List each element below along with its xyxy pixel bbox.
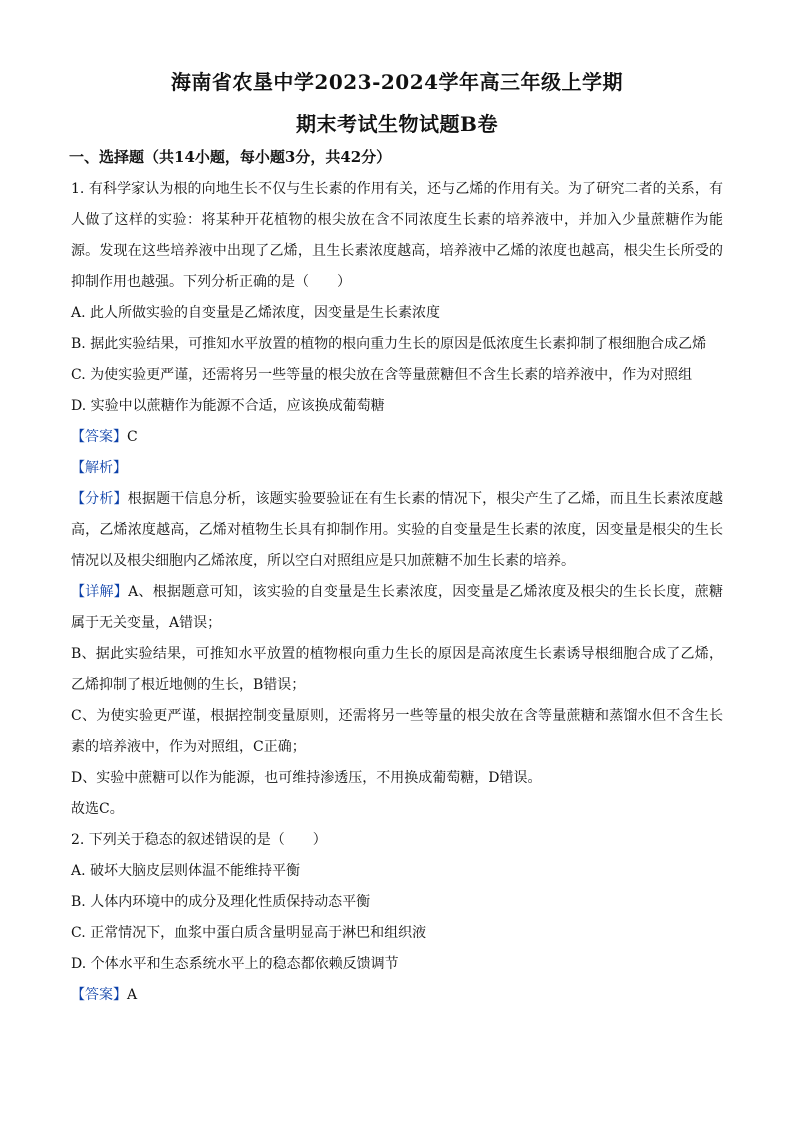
question-1-conclusion: 故选C。: [71, 801, 124, 817]
question-2-option-b: B. 人体内环境中的成分及理化性质保持动态平衡: [71, 894, 371, 910]
question-2-option-a: A. 破坏大脑皮层则体温不能维持平衡: [71, 863, 301, 879]
question-1-option-b: B. 据此实验结果，可推知水平放置的植物的根向重力生长的原因是低浓度生长素抑制了根细胞合成乙烯: [71, 336, 707, 352]
question-1-analysis: [71, 453, 723, 484]
question-1-option-c: C. 为使实验更严谨，还需将另一些等量的根尖放在含等量蔗糖但不含生长素的培养液中，作为对照组: [71, 367, 693, 383]
question-1-detail-c: C、为使实验更严谨，根据控制变量原则，还需将另一些等量的根尖放在含等量蔗糖和蒸馏水但不含生长素的培养液中，作为对照组，C正确；: [71, 708, 723, 755]
question-1-answer: [71, 422, 723, 453]
section-header: 一、选择题（共14小题，每小题3分，共42分）: [69, 148, 392, 166]
fenxi-label: 【分析】: [71, 491, 128, 507]
question-1: [71, 174, 723, 825]
question-1-option-a: A. 此人所做实验的自变量是乙烯浓度，因变量是生长素浓度: [71, 305, 441, 321]
fenxi-text: 根据题干信息分析，该题实验要验证在有生长素的情况下，根尖产生了乙烯，而且生长素浓度越高，乙烯浓度越高，乙烯对植物生长具有抑制作用。实验的自变量是生长素的浓度，因变量是根尖的生长情况以及根尖细胞内乙烯浓度，所以空白对照组应是只加蔗糖不加生长素的培养。: [71, 491, 724, 569]
question-2-answer: [71, 980, 723, 1011]
question-1-fenxi: [71, 484, 723, 577]
answer-value: A: [127, 987, 138, 1003]
xiangjie-label: 【详解】: [71, 584, 129, 600]
question-2-stem: 2. 下列关于稳态的叙述错误的是（ ）: [71, 832, 327, 848]
exam-title-line1: 海南省农垦中学2023-2024学年高三年级上学期: [170, 70, 624, 94]
answer-label: 【答案】: [71, 429, 127, 445]
analysis-label: 【解析】: [71, 460, 127, 476]
question-2-option-d: D. 个体水平和生态系统水平上的稳态都依赖反馈调节: [71, 956, 399, 972]
exam-title-line2: 期末考试生物试题B卷: [296, 112, 498, 136]
question-1-stem: 1. 有科学家认为根的向地生长不仅与生长素的作用有关，还与乙烯的作用有关。为了研究二者的关系，有人做了这样的实验：将某种开花植物的根尖放在含不同浓度生长素的培养液中，并加入少量蔗糖作为能源。发现在这些培养液中出现了乙烯，且生长素浓度越高，培养液中乙烯的浓度也越高，根尖生长所受的抑制作用也越强。下列分析正确的是（ ）: [71, 181, 723, 290]
xiangjie-text: A、根据题意可知，该实验的自变量是生长素浓度，因变量是乙烯浓度及根尖的生长长度，蔗糖属于无关变量，A错误；: [71, 584, 724, 631]
answer-label: 【答案】: [71, 987, 127, 1003]
question-1-detail-b: B、据此实验结果，可推知水平放置的植物根向重力生长的原因是高浓度生长素诱导根细胞合成了乙烯，乙烯抑制了根近地侧的生长，B错误；: [71, 646, 723, 693]
answer-value: C: [127, 429, 138, 445]
question-2: [71, 825, 723, 1011]
question-1-detail-d: D、实验中蔗糖可以作为能源，也可维持渗透压，不用换成葡萄糖，D错误。: [71, 770, 542, 786]
question-1-option-d: D. 实验中以蔗糖作为能源不合适，应该换成葡萄糖: [71, 398, 385, 414]
question-1-xiangjie: [71, 577, 723, 639]
question-2-option-c: C. 正常情况下，血浆中蛋白质含量明显高于淋巴和组织液: [71, 925, 427, 941]
